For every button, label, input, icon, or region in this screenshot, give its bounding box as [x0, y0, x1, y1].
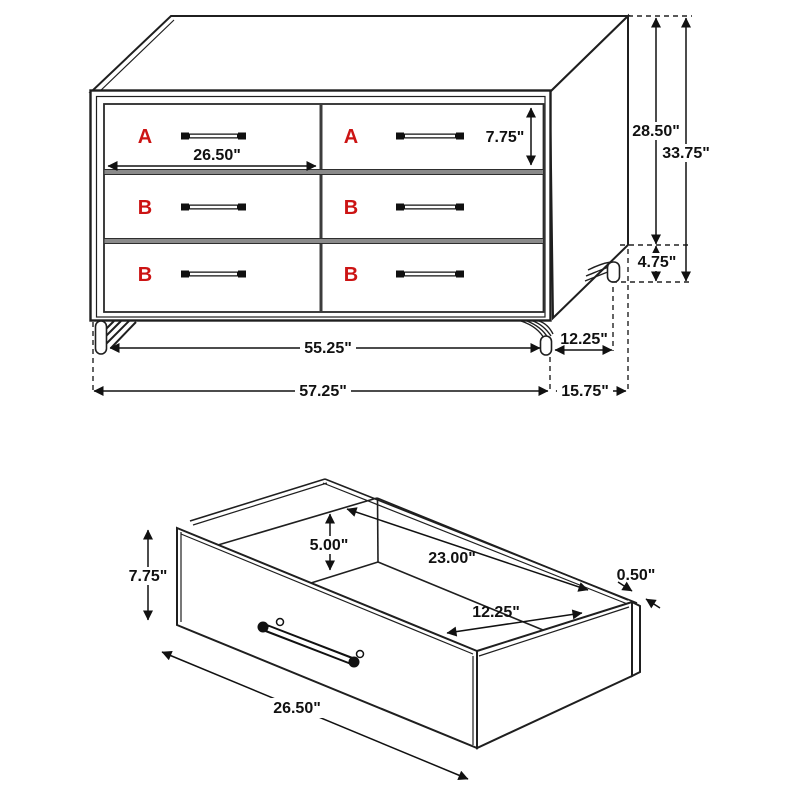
- handle-cap: [238, 133, 246, 140]
- drawer-side-wall: [477, 602, 632, 748]
- dim-overall-depth: 15.75": [561, 383, 609, 400]
- handle-cap: [181, 204, 189, 211]
- drawer-label-b2-right: B: [343, 197, 359, 219]
- dim-front-width: 26.50": [273, 700, 321, 717]
- dim-back-panel-thickness: 0.50": [616, 567, 656, 584]
- dim-interior-width: 12.25": [472, 604, 520, 621]
- handle-cap: [238, 204, 246, 211]
- drawer-label-b2-left: B: [137, 197, 153, 219]
- dim-drawer-height: 7.75": [485, 129, 525, 146]
- drawer-label-a1-left: A: [137, 126, 153, 148]
- dim-case-height: 28.50": [632, 123, 680, 140]
- handle-cap: [396, 204, 404, 211]
- drawer-back-edge: [632, 602, 640, 676]
- handle-cap: [456, 271, 464, 278]
- drawer-label-a1-right: A: [343, 126, 359, 148]
- dresser-diagram: [91, 16, 714, 400]
- drawer-label-b3-left: B: [137, 264, 153, 286]
- dim-leg-height: 4.75": [637, 254, 677, 271]
- dim-overall-height: 33.75": [662, 145, 710, 162]
- dim-front-height: 7.75": [128, 568, 168, 585]
- handle-cap: [238, 271, 246, 278]
- dim-footprint-width: 55.25": [304, 340, 352, 357]
- handle-cap: [456, 204, 464, 211]
- dim-interior-depth: 5.00": [309, 537, 349, 554]
- dim-interior-length: 23.00": [428, 550, 476, 567]
- dresser-drawer-area: [104, 104, 544, 312]
- front-right-leg: [521, 321, 553, 355]
- drawer-left-outer-rim: [190, 479, 325, 521]
- drawer-label-b3-right: B: [343, 264, 359, 286]
- handle-cap: [181, 133, 189, 140]
- row-separator-2: [104, 239, 544, 244]
- dim-overall-width: 57.25": [299, 383, 347, 400]
- handle-cap: [396, 133, 404, 140]
- dresser-top-face: [91, 16, 628, 92]
- handle-cap: [396, 271, 404, 278]
- drawer-detail-diagram: [121, 479, 660, 779]
- handle-cap: [456, 133, 464, 140]
- dim-drawer-width: 26.50": [193, 147, 241, 164]
- row-separator-1: [104, 170, 544, 175]
- dim-leg-spacing-depth: 12.25": [560, 331, 608, 348]
- front-left-leg: [96, 321, 137, 354]
- handle-cap: [181, 271, 189, 278]
